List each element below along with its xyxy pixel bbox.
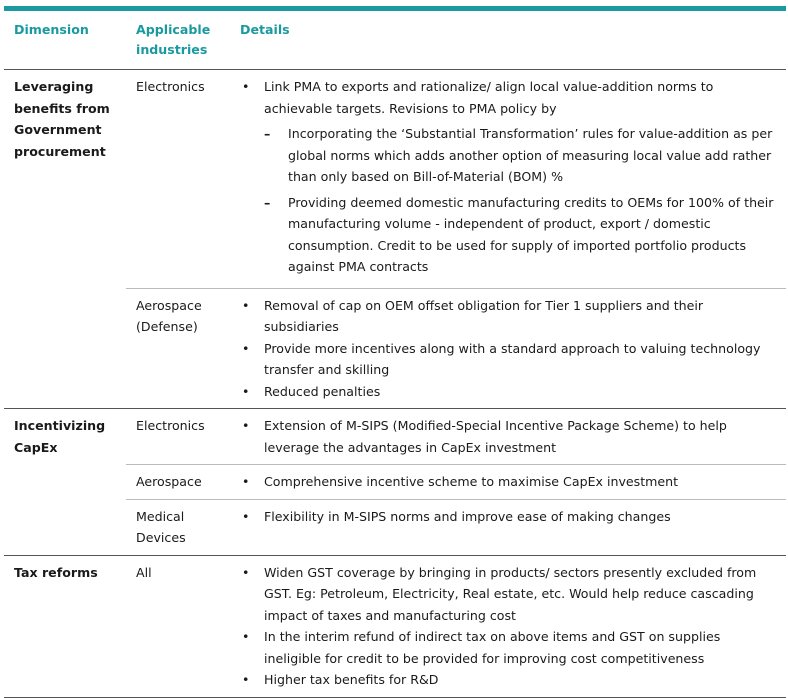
- sub-list: [264, 123, 780, 278]
- industry-cell: Electronics: [126, 409, 230, 465]
- page: [4, 6, 786, 698]
- list-item: • Reduced penalties: [240, 381, 780, 403]
- list-item: – Incorporating the ‘Substantial Transformation’ rules for value-addition as per global norms which adds another option of measuring local value add rather than only based on Bill-of-Material (BOM) %: [264, 123, 780, 188]
- table-row: [4, 409, 786, 465]
- details-cell: [230, 499, 786, 555]
- industry-cell: Medical Devices: [126, 499, 230, 555]
- dimension-capex: Incentivizing CapEx: [4, 409, 126, 556]
- list-item: [240, 76, 780, 278]
- details-cell: [230, 555, 786, 697]
- bullet-list: [240, 562, 780, 691]
- list-item: • Removal of cap on OEM offset obligation for Tier 1 suppliers and their subsidiaries: [240, 295, 780, 338]
- bullet-list: [240, 506, 780, 528]
- bullet-list: [240, 295, 780, 403]
- list-item: • In the interim refund of indirect tax on above items and GST on supplies ineligible for credit to be provided for improving cost competitiveness: [240, 626, 780, 669]
- list-item: • Provide more incentives along with a standard approach to valuing technology transfer and skilling: [240, 338, 780, 381]
- table-header-row: [4, 11, 786, 70]
- details-cell: [230, 409, 786, 465]
- industry-cell: All: [126, 555, 230, 697]
- details-cell: [230, 288, 786, 409]
- dimension-tax: Tax reforms: [4, 555, 126, 697]
- industry-cell: Electronics: [126, 70, 230, 289]
- list-item: • Comprehensive incentive scheme to maximise CapEx investment: [240, 471, 780, 493]
- table-row: [4, 70, 786, 289]
- dimension-procurement: Leveraging benefits from Government procurement: [4, 70, 126, 409]
- details-cell: [230, 465, 786, 500]
- list-item: • Higher tax benefits for R&D: [240, 669, 780, 691]
- industry-cell: Aerospace: [126, 465, 230, 500]
- table-row: [4, 555, 786, 697]
- list-item: • Widen GST coverage by bringing in products/ sectors presently excluded from GST. Eg: Petroleum, Electricity, Real estate, etc. Would help reduce cascading impact of taxes and manufacturing cost: [240, 562, 780, 627]
- bullet-list: [240, 76, 780, 278]
- industry-cell: Aerospace (Defense): [126, 288, 230, 409]
- header-details: Details: [230, 11, 786, 70]
- policy-table: [4, 11, 786, 698]
- header-dimension: Dimension: [4, 11, 126, 70]
- header-industries: Applicable industries: [126, 11, 230, 70]
- bullet-text: Link PMA to exports and rationalize/ align local value-addition norms to achievable targets. Revisions to PMA policy by: [264, 79, 714, 116]
- list-item: – Providing deemed domestic manufacturing credits to OEMs for 100% of their manufacturing volume - independent of product, export / domestic consumption. Credit to be used for supply of imported portfolio products against PMA contracts: [264, 192, 780, 278]
- list-item: • Flexibility in M-SIPS norms and improve ease of making changes: [240, 506, 780, 528]
- bullet-list: [240, 415, 780, 458]
- list-item: • Extension of M-SIPS (Modified-Special Incentive Package Scheme) to help leverage the advantages in CapEx investment: [240, 415, 780, 458]
- details-cell: [230, 70, 786, 289]
- bullet-list: [240, 471, 780, 493]
